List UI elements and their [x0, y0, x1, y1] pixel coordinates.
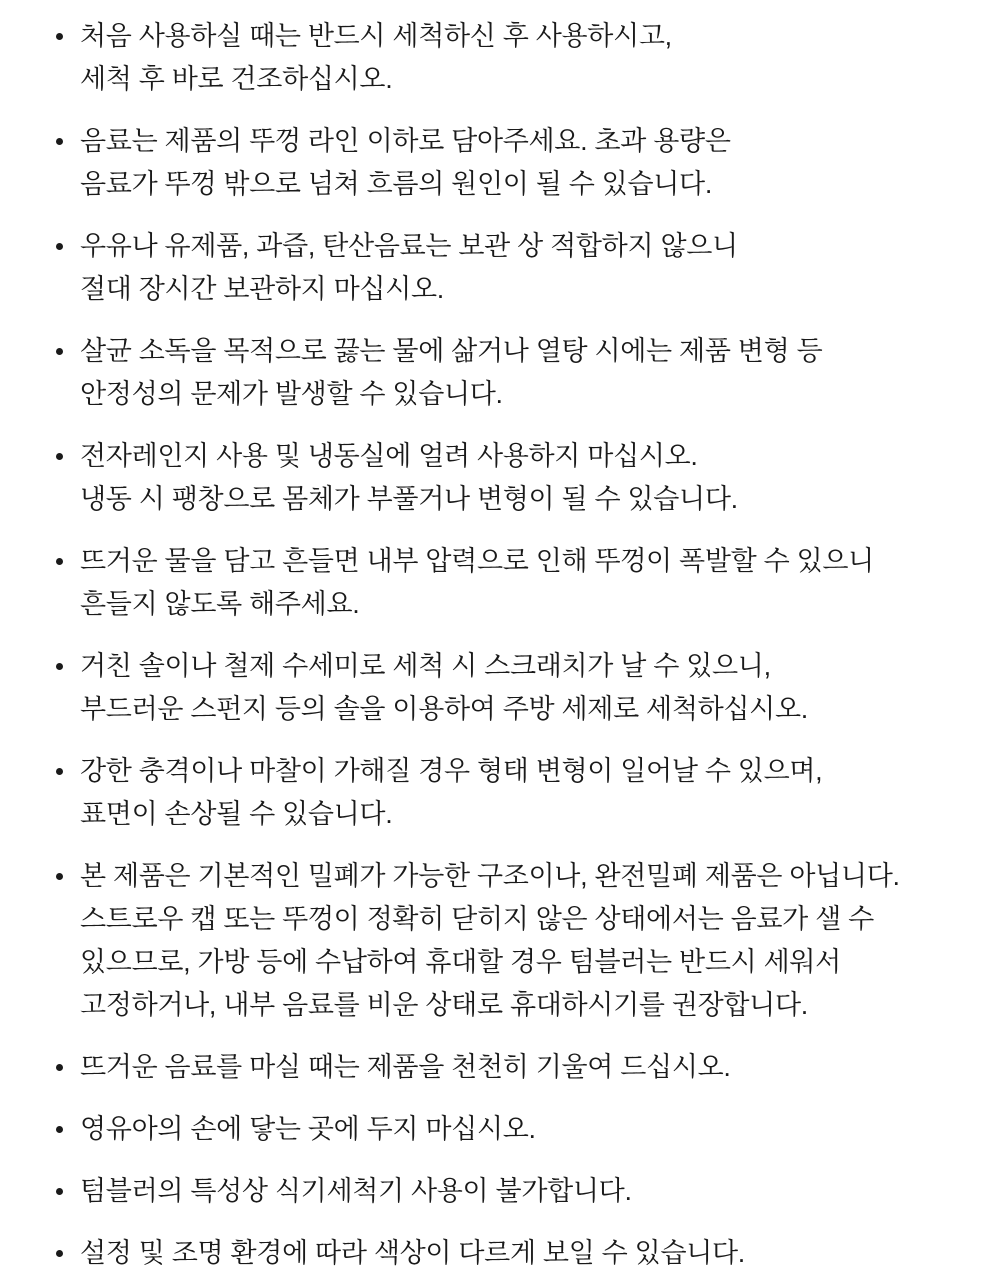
list-item: [0, 1232, 1000, 1275]
list-item-text: [80, 435, 980, 521]
bullet-icon: [56, 1188, 63, 1195]
text-line: 우유나 유제품, 과즙, 탄산음료는 보관 상 적합하지 않으니: [80, 231, 738, 261]
list-item-text: [80, 120, 980, 206]
text-line: 고정하거나, 내부 음료를 비운 상태로 휴대하시기를 권장합니다.: [80, 990, 808, 1020]
bullet-icon: [56, 33, 63, 40]
list-item: [0, 15, 1000, 101]
text-line: 음료는 제품의 뚜껑 라인 이하로 담아주세요. 초과 용량은: [80, 126, 731, 156]
list-item: [0, 645, 1000, 731]
list-item: [0, 855, 1000, 1027]
text-line: 영유아의 손에 닿는 곳에 두지 마십시오.: [80, 1114, 536, 1144]
list-item-text: [80, 645, 980, 731]
bullet-icon: [56, 768, 63, 775]
list-item: [0, 1170, 1000, 1213]
list-item-text: [80, 1232, 980, 1275]
list-item-text: [80, 750, 980, 836]
list-item: [0, 435, 1000, 521]
list-item: [0, 540, 1000, 626]
list-item-text: [80, 855, 980, 1027]
list-item-text: [80, 1170, 980, 1213]
text-line: 음료가 뚜껑 밖으로 넘쳐 흐름의 원인이 될 수 있습니다.: [80, 169, 713, 199]
text-line: 절대 장시간 보관하지 마십시오.: [80, 274, 444, 304]
list-item-text: [80, 15, 980, 101]
list-item: [0, 1046, 1000, 1089]
bullet-icon: [56, 558, 63, 565]
bullet-icon: [56, 348, 63, 355]
text-line: 강한 충격이나 마찰이 가해질 경우 형태 변형이 일어날 수 있으며,: [80, 756, 823, 786]
bullet-icon: [56, 873, 63, 880]
list-item-text: [80, 225, 980, 311]
notice-list: [0, 15, 1000, 1275]
text-line: 처음 사용하실 때는 반드시 세척하신 후 사용하시고,: [80, 21, 672, 51]
text-line: 있으므로, 가방 등에 수납하여 휴대할 경우 텀블러는 반드시 세워서: [80, 947, 841, 977]
text-line: 냉동 시 팽창으로 몸체가 부풀거나 변형이 될 수 있습니다.: [80, 484, 738, 514]
text-line: 뜨거운 물을 담고 흔들면 내부 압력으로 인해 뚜껑이 폭발할 수 있으니: [80, 546, 874, 576]
list-item-text: [80, 1108, 980, 1151]
list-item: [0, 1108, 1000, 1151]
text-line: 세척 후 바로 건조하십시오.: [80, 64, 393, 94]
text-line: 흔들지 않도록 해주세요.: [80, 589, 360, 619]
text-line: 표면이 손상될 수 있습니다.: [80, 799, 393, 829]
list-item: [0, 225, 1000, 311]
text-line: 안정성의 문제가 발생할 수 있습니다.: [80, 379, 503, 409]
list-item-text: [80, 330, 980, 416]
bullet-icon: [56, 1250, 63, 1257]
list-item: [0, 750, 1000, 836]
list-item-text: [80, 540, 980, 626]
text-line: 본 제품은 기본적인 밀폐가 가능한 구조이나, 완전밀폐 제품은 아닙니다.: [80, 861, 900, 891]
text-line: 뜨거운 음료를 마실 때는 제품을 천천히 기울여 드십시오.: [80, 1052, 731, 1082]
text-line: 텀블러의 특성상 식기세척기 사용이 불가합니다.: [80, 1176, 632, 1206]
list-item-text: [80, 1046, 980, 1089]
text-line: 거친 솔이나 철제 수세미로 세척 시 스크래치가 날 수 있으니,: [80, 651, 771, 681]
text-line: 부드러운 스펀지 등의 솔을 이용하여 주방 세제로 세척하십시오.: [80, 694, 808, 724]
text-line: 설정 및 조명 환경에 따라 색상이 다르게 보일 수 있습니다.: [80, 1238, 745, 1268]
bullet-icon: [56, 243, 63, 250]
bullet-icon: [56, 138, 63, 145]
list-item: [0, 120, 1000, 206]
text-line: 살균 소독을 목적으로 끓는 물에 삶거나 열탕 시에는 제품 변형 등: [80, 336, 823, 366]
list-item: [0, 330, 1000, 416]
text-line: 스트로우 캡 또는 뚜껑이 정확히 닫히지 않은 상태에서는 음료가 샐 수: [80, 904, 874, 934]
bullet-icon: [56, 1126, 63, 1133]
bullet-icon: [56, 453, 63, 460]
bullet-icon: [56, 1064, 63, 1071]
text-line: 전자레인지 사용 및 냉동실에 얼려 사용하지 마십시오.: [80, 441, 698, 471]
bullet-icon: [56, 663, 63, 670]
